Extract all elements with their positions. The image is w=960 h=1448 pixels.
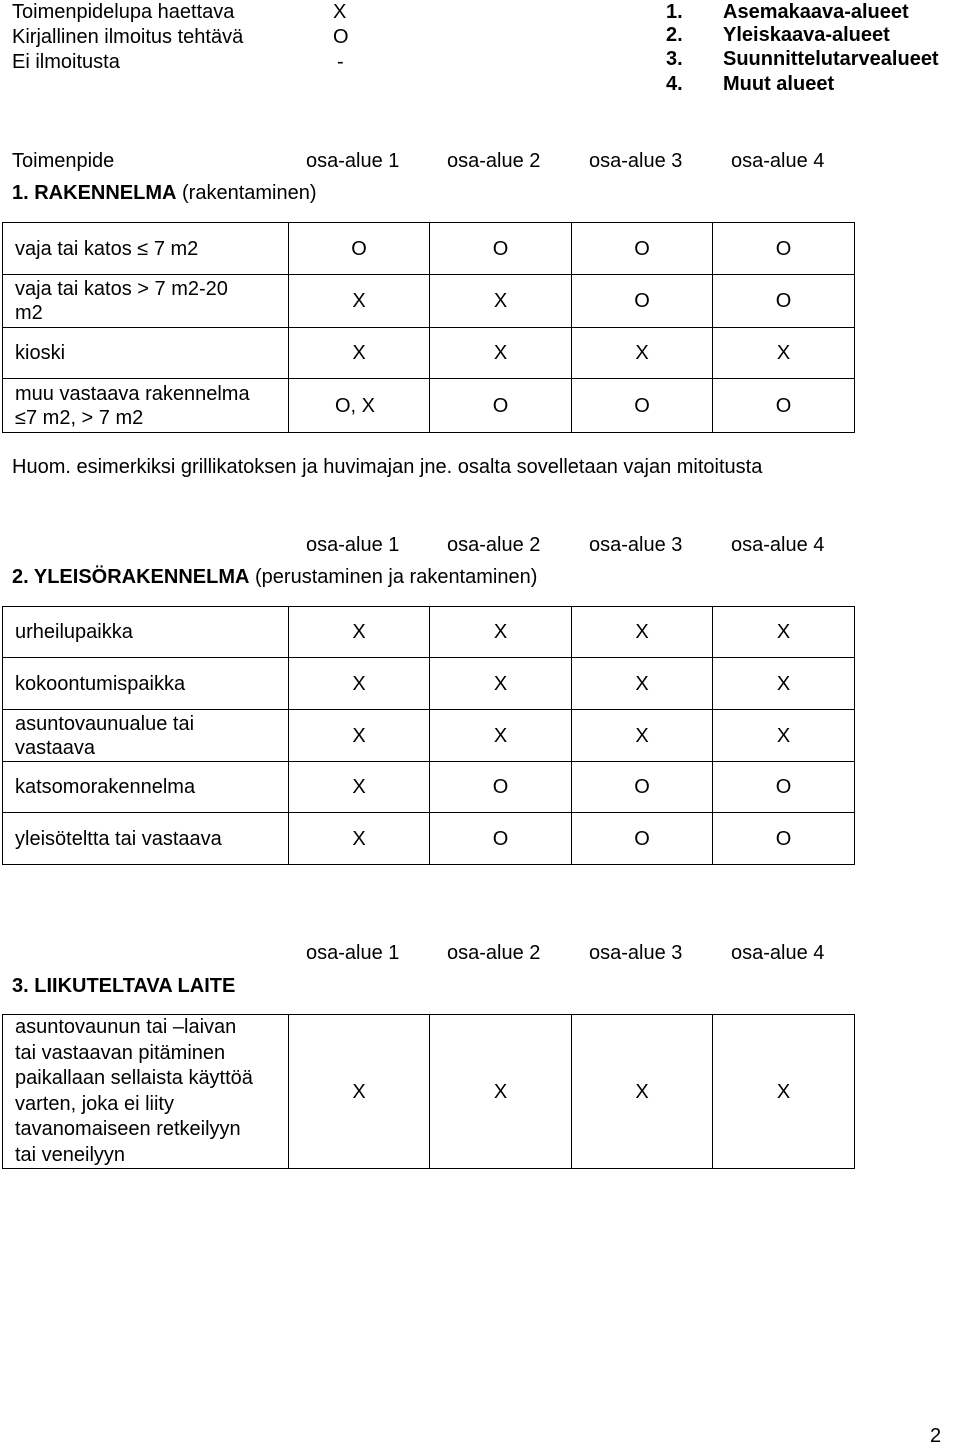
legend-symbol: X [333, 1, 347, 23]
cell-mark: X [289, 658, 430, 710]
cell-mark: O [713, 813, 855, 865]
row-label: kokoontumispaikka [3, 658, 289, 710]
cell-mark: X [430, 658, 572, 710]
section-title-detail: (rakentaminen) [176, 182, 317, 204]
row-label: asuntovaunun tai –laivan tai vastaavan pitäminen paikallaan sellaista käyttöä varten, joka ei liity tavanomaiseen retkeilyyn tai veneilyyn [3, 1015, 289, 1169]
section2-table [2, 606, 855, 865]
table-row [3, 813, 855, 865]
column-header-cell: osa-alue 4 [731, 534, 825, 556]
cell-mark: O [713, 275, 855, 328]
area-number: 3. [666, 48, 683, 70]
section1-table [2, 222, 855, 433]
legend-symbol: - [337, 51, 344, 73]
cell-mark: X [430, 710, 572, 762]
table-row [3, 1015, 855, 1169]
column-header-cell: osa-alue 4 [731, 150, 825, 172]
cell-mark: O [713, 762, 855, 813]
cell-mark: X [430, 607, 572, 658]
area-label: Yleiskaava-alueet [723, 24, 890, 46]
table-row [3, 658, 855, 710]
column-header-cell: osa-alue 1 [306, 534, 400, 556]
legend-label: Ei ilmoitusta [12, 51, 120, 73]
area-label: Asemakaava-alueet [723, 1, 909, 23]
cell-mark: X [430, 328, 572, 379]
table-row [3, 275, 855, 328]
row-label: katsomorakennelma [3, 762, 289, 813]
cell-mark: X [572, 1015, 713, 1169]
section-title: 3. LIIKUTELTAVA LAITE [12, 975, 236, 997]
cell-mark: X [713, 607, 855, 658]
cell-mark: X [713, 710, 855, 762]
row-label: vaja tai katos ≤ 7 m2 [3, 223, 289, 275]
legend-symbol: O [333, 26, 349, 48]
area-number: 2. [666, 24, 683, 46]
cell-mark: X [713, 1015, 855, 1169]
cell-mark: O [430, 223, 572, 275]
column-header [0, 533, 960, 557]
cell-mark: X [430, 1015, 572, 1169]
cell-mark: X [572, 658, 713, 710]
row-label: yleisöteltta tai vastaava [3, 813, 289, 865]
section-title-main: 1. RAKENNELMA [12, 182, 177, 204]
cell-mark: O [430, 813, 572, 865]
cell-mark: X [572, 710, 713, 762]
section-title [12, 565, 537, 589]
column-header-toimenpide: Toimenpide [12, 150, 115, 172]
table-row [3, 710, 855, 762]
column-header [0, 941, 960, 965]
cell-mark: O [572, 762, 713, 813]
cell-mark: O [572, 275, 713, 328]
row-label: vaja tai katos > 7 m2-20 m2 [3, 275, 289, 328]
section-title-main: 2. YLEISÖRAKENNELMA [12, 566, 250, 588]
legend-label: Kirjallinen ilmoitus tehtävä [12, 26, 244, 48]
column-header-cell: osa-alue 2 [447, 534, 541, 556]
cell-mark: X [289, 275, 430, 328]
table-row [3, 223, 855, 275]
column-header-cell: osa-alue 1 [306, 150, 400, 172]
table-row [3, 328, 855, 379]
column-header-cell: osa-alue 3 [589, 150, 683, 172]
cell-mark: O [572, 223, 713, 275]
legend-label: Toimenpidelupa haettava [12, 1, 235, 23]
cell-mark: X [430, 275, 572, 328]
row-label: muu vastaava rakennelma ≤7 m2, > 7 m2 [3, 379, 289, 433]
area-label: Muut alueet [723, 73, 835, 95]
table-row [3, 379, 855, 433]
page-number: 2 [930, 1425, 942, 1447]
section3-table [2, 1014, 855, 1169]
cell-mark: O, X [289, 379, 430, 433]
column-header-cell: osa-alue 2 [447, 150, 541, 172]
row-label: kioski [3, 328, 289, 379]
cell-mark: O [713, 379, 855, 433]
section-title [12, 181, 317, 205]
column-header-cell: osa-alue 1 [306, 942, 400, 964]
section-note: Huom. esimerkiksi grillikatoksen ja huvimajan jne. osalta sovelletaan vajan mitoitusta [12, 456, 763, 478]
area-label: Suunnittelutarvealueet [723, 48, 939, 70]
column-header-cell: osa-alue 3 [589, 942, 683, 964]
cell-mark: X [289, 328, 430, 379]
column-header-cell: osa-alue 3 [589, 534, 683, 556]
cell-mark: O [572, 813, 713, 865]
table-row [3, 762, 855, 813]
cell-mark: X [572, 328, 713, 379]
cell-mark: X [713, 328, 855, 379]
table-row [3, 607, 855, 658]
cell-mark: X [289, 1015, 430, 1169]
column-header [0, 149, 960, 173]
cell-mark: O [289, 223, 430, 275]
cell-mark: X [289, 607, 430, 658]
cell-mark: X [289, 813, 430, 865]
cell-mark: X [289, 762, 430, 813]
cell-mark: O [430, 379, 572, 433]
row-label: asuntovaunualue tai vastaava [3, 710, 289, 762]
section-title-detail: (perustaminen ja rakentaminen) [249, 566, 538, 588]
area-number: 4. [666, 73, 683, 95]
column-header-cell: osa-alue 2 [447, 942, 541, 964]
cell-mark: O [430, 762, 572, 813]
cell-mark: X [713, 658, 855, 710]
row-label: urheilupaikka [3, 607, 289, 658]
cell-mark: O [713, 223, 855, 275]
area-number: 1. [666, 1, 683, 23]
cell-mark: O [572, 379, 713, 433]
column-header-cell: osa-alue 4 [731, 942, 825, 964]
cell-mark: X [572, 607, 713, 658]
cell-mark: X [289, 710, 430, 762]
